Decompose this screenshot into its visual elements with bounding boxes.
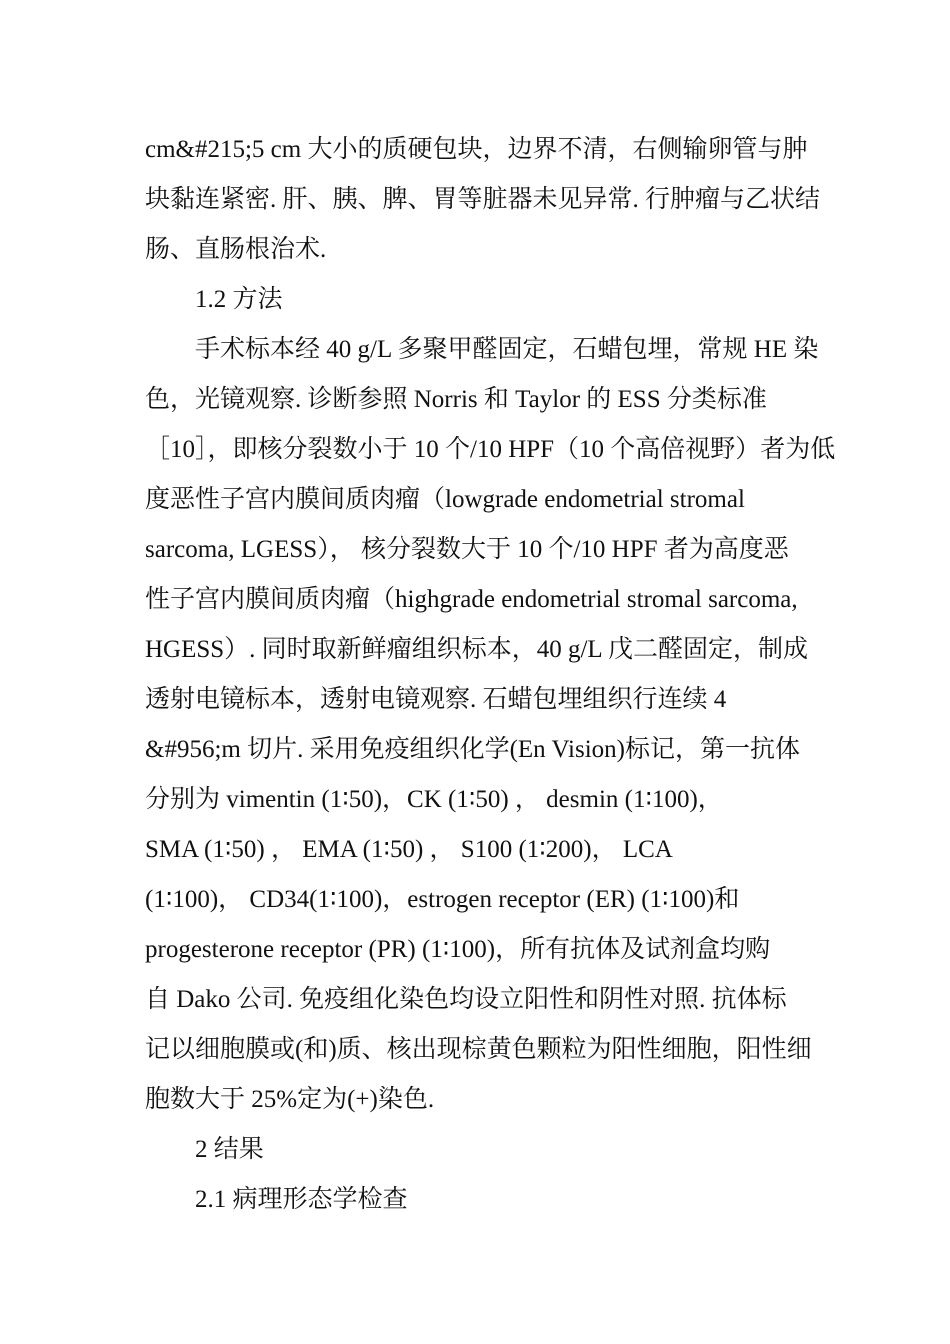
text-line: 胞数大于 25%定为(+)染色. bbox=[145, 1086, 435, 1113]
text-line: (1∶100)， CD34(1∶100)，estrogen receptor (ER) (1∶100)和 bbox=[145, 886, 740, 913]
text-line: HGESS）. 同时取新鲜瘤组织标本，40 g/L 戊二醛固定，制成 bbox=[145, 636, 808, 663]
text-line: sarcoma, LGESS）， 核分裂数大于 10 个/10 HPF 者为高度恶 bbox=[145, 536, 789, 563]
section-heading: 1.2 方法 bbox=[195, 286, 283, 313]
section-heading: 2.1 病理形态学检查 bbox=[195, 1186, 408, 1213]
text-line: 透射电镜标本，透射电镜观察. 石蜡包埋组织行连续 4 bbox=[145, 686, 727, 713]
text-line: 记以细胞膜或(和)质、核出现棕黄色颗粒为阳性细胞，阳性细 bbox=[145, 1036, 812, 1063]
text-line: &#956;m 切片. 采用免疫组织化学(En Vision)标记，第一抗体 bbox=[145, 736, 800, 763]
text-line: 手术标本经 40 g/L 多聚甲醛固定，石蜡包埋，常规 HE 染 bbox=[195, 336, 819, 363]
text-line: 自 Dako 公司. 免疫组化染色均设立阳性和阴性对照. 抗体标 bbox=[145, 986, 787, 1013]
text-line: ［10］，即核分裂数小于 10 个/10 HPF（10 个高倍视野）者为低 bbox=[145, 436, 836, 463]
text-line: progesterone receptor (PR) (1∶100)，所有抗体及试剂盒均购 bbox=[145, 936, 771, 963]
text-line: 度恶性子宫内膜间质肉瘤（lowgrade endometrial stromal bbox=[145, 486, 745, 513]
text-line: 色，光镜观察. 诊断参照 Norris 和 Taylor 的 ESS 分类标准 bbox=[145, 386, 767, 413]
text-line: 块黏连紧密. 肝、胰、脾、胃等脏器未见异常. 行肿瘤与乙状结 bbox=[145, 186, 821, 213]
section-heading: 2 结果 bbox=[195, 1136, 264, 1163]
text-line: 分别为 vimentin (1∶50)，CK (1∶50) ， desmin (1∶100)， bbox=[145, 786, 723, 813]
text-line: 性子宫内膜间质肉瘤（highgrade endometrial stromal sarcoma, bbox=[145, 586, 798, 613]
text-line: 肠、直肠根治术. bbox=[145, 236, 327, 263]
text-line: SMA (1∶50) ， EMA (1∶50) ， S100 (1∶200)， LCA bbox=[145, 836, 673, 863]
text-line: cm&#215;5 cm 大小的质硬包块，边界不清，右侧输卵管与肿 bbox=[145, 136, 808, 163]
